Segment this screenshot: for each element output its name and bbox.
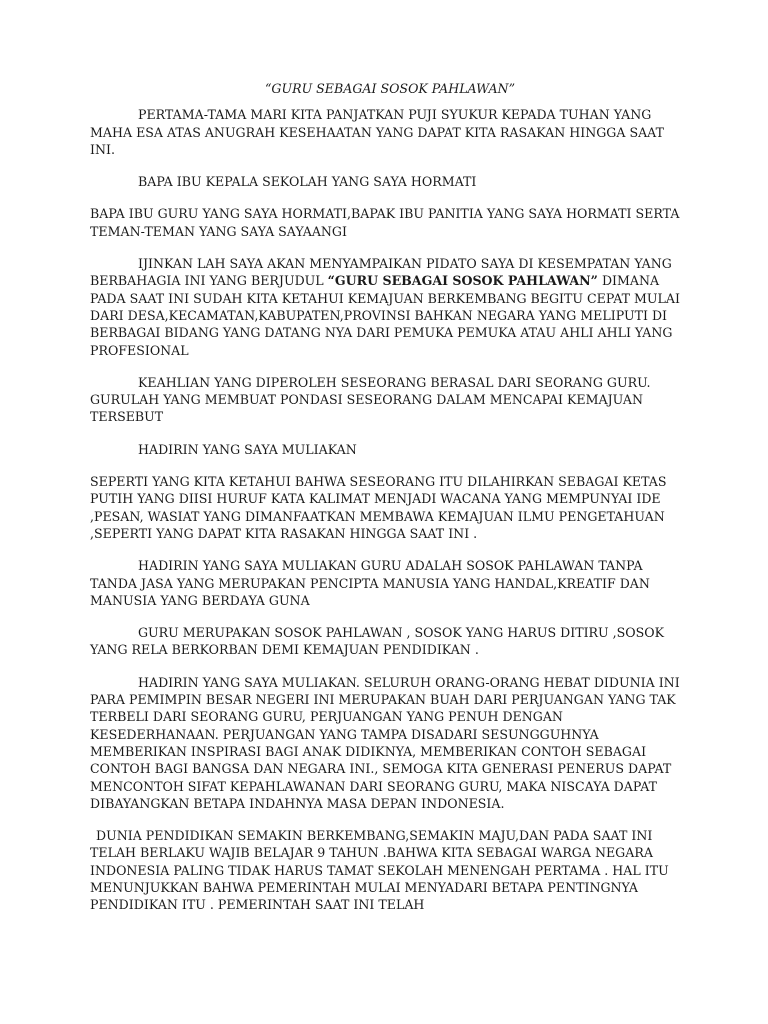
paragraph-role-model: GURU MERUPAKAN SOSOK PAHLAWAN , SOSOK YANG HARUS DITIRU ,SOSOK YANG RELA BERKORBAN DEMI KEMAJUAN PENDIDIKAN . — [90, 625, 664, 658]
document-title: “GURU SEBAGAI SOSOK PAHLAWAN” — [264, 81, 516, 96]
introduction-text-continued: DIMANA PADA SAAT INI SUDAH KITA KETAHUI KEMAJUAN BERKEMBANG BEGITU CEPAT MULAI DARI DESA,KECAMATAN,KABUPATEN,PROVINSI BAHKAN NEGARA YANG MELIPUTI DI BERBAGAI BIDANG YANG DATANG NYA DARI PEMUKA PEMUKA ATAU AHLI AHLI YANG PROFESIONAL — [90, 273, 680, 358]
paragraph-greeting-principal: BAPA IBU KEPALA SEKOLAH YANG SAYA HORMATI — [138, 174, 477, 190]
paragraph-education-world: DUNIA PENDIDIKAN SEMAKIN BERKEMBANG,SEMAKIN MAJU,DAN PADA SAAT INI TELAH BERLAKU WAJIB BELAJAR 9 TAHUN .BAHWA KITA SEBAGAI WARGA NEGARA INDONESIA PALING TIDAK HARUS TAMAT SEKOLAH MENENGAH PERTAMA . HAL ITU MENUNJUKKAN BAHWA PEMERINTAH MULAI MENYADARI BETAPA PENTINGNYA PENDIDIKAN ITU . PEMERINTAH SAAT INI TELAH — [90, 828, 669, 913]
paragraph-introduction — [90, 255, 690, 359]
speech-title-inline: “GURU SEBAGAI SOSOK PAHLAWAN” — [327, 273, 598, 289]
paragraph-greeting-teachers: BAPA IBU GURU YANG SAYA HORMATI,BAPAK IBU PANITIA YANG SAYA HORMATI SERTA TEMAN-TEMAN YANG SAYA SAYAANGI — [90, 206, 680, 239]
paragraph-opening: PERTAMA-TAMA MARI KITA PANJATKAN PUJI SYUKUR KEPADA TUHAN YANG MAHA ESA ATAS ANUGRAH KESEHAATAN YANG DAPAT KITA RASAKAN HINGGA SAAT INI. — [90, 107, 664, 157]
paragraph-blank-paper: SEPERTI YANG KITA KETAHUI BAHWA SESEORANG ITU DILAHIRKAN SEBAGAI KETAS PUTIH YANG DIISI HURUF KATA KALIMAT MENJADI WACANA YANG MEMPUNYAI IDE ,PESAN, WASIAT YANG DIMANFAATKAN MEMBAWA KEMAJUAN ILMU PENGETAHUAN ,SEPERTI YANG DAPAT KITA RASAKAN HINGGA SAAT INI . — [90, 474, 667, 541]
introduction-text: IJINKAN LAH SAYA AKAN MENYAMPAIKAN PIDATO SAYA DI KESEMPATAN YANG BERBAHAGIA INI YANG BERJUDUL — [90, 256, 672, 289]
paragraph-expertise: KEAHLIAN YANG DIPEROLEH SESEORANG BERASAL DARI SEORANG GURU. GURULAH YANG MEMBUAT PONDASI SESEORANG DALAM MENCAPAI KEMAJUAN TERSEBUT — [90, 374, 651, 425]
paragraph-great-people: HADIRIN YANG SAYA MULIAKAN. SELURUH ORANG-ORANG HEBAT DIDUNIA INI PARA PEMIMPIN BESAR NEGERI INI MERUPAKAN BUAH DARI PERJUANGAN YANG TAK TERBELI DARI SEORANG GURU, PERJUANGAN YANG PENUH DENGAN KESEDERHANAAN. PERJUANGAN YANG TAMPA DISADARI SESUNGGUHNYA MEMBERIKAN INSPIRASI BAGI ANAK DIDIKNYA, MEMBERIKAN CONTOH SEBAGAI CONTOH BAGI BANGSA DAN NEGARA INI., SEMOGA KITA GENERASI PENERUS DAPAT MENCONTOH SIFAT KEPAHLAWANAN DARI SEORANG GURU, MAKA NISCAYA DAPAT DIBAYANGKAN BETAPA INDAHNYA MASA DEPAN INDONESIA. — [90, 674, 680, 811]
document-page — [90, 80, 690, 929]
paragraph-audience-address: HADIRIN YANG SAYA MULIAKAN — [138, 441, 357, 457]
paragraph-unsung-hero: HADIRIN YANG SAYA MULIAKAN GURU ADALAH SOSOK PAHLAWAN TANPA TANDA JASA YANG MERUPAKAN PENCIPTA MANUSIA YANG HANDAL,KREATIF DAN MANUSIA YANG BERDAYA GUNA — [90, 558, 650, 608]
